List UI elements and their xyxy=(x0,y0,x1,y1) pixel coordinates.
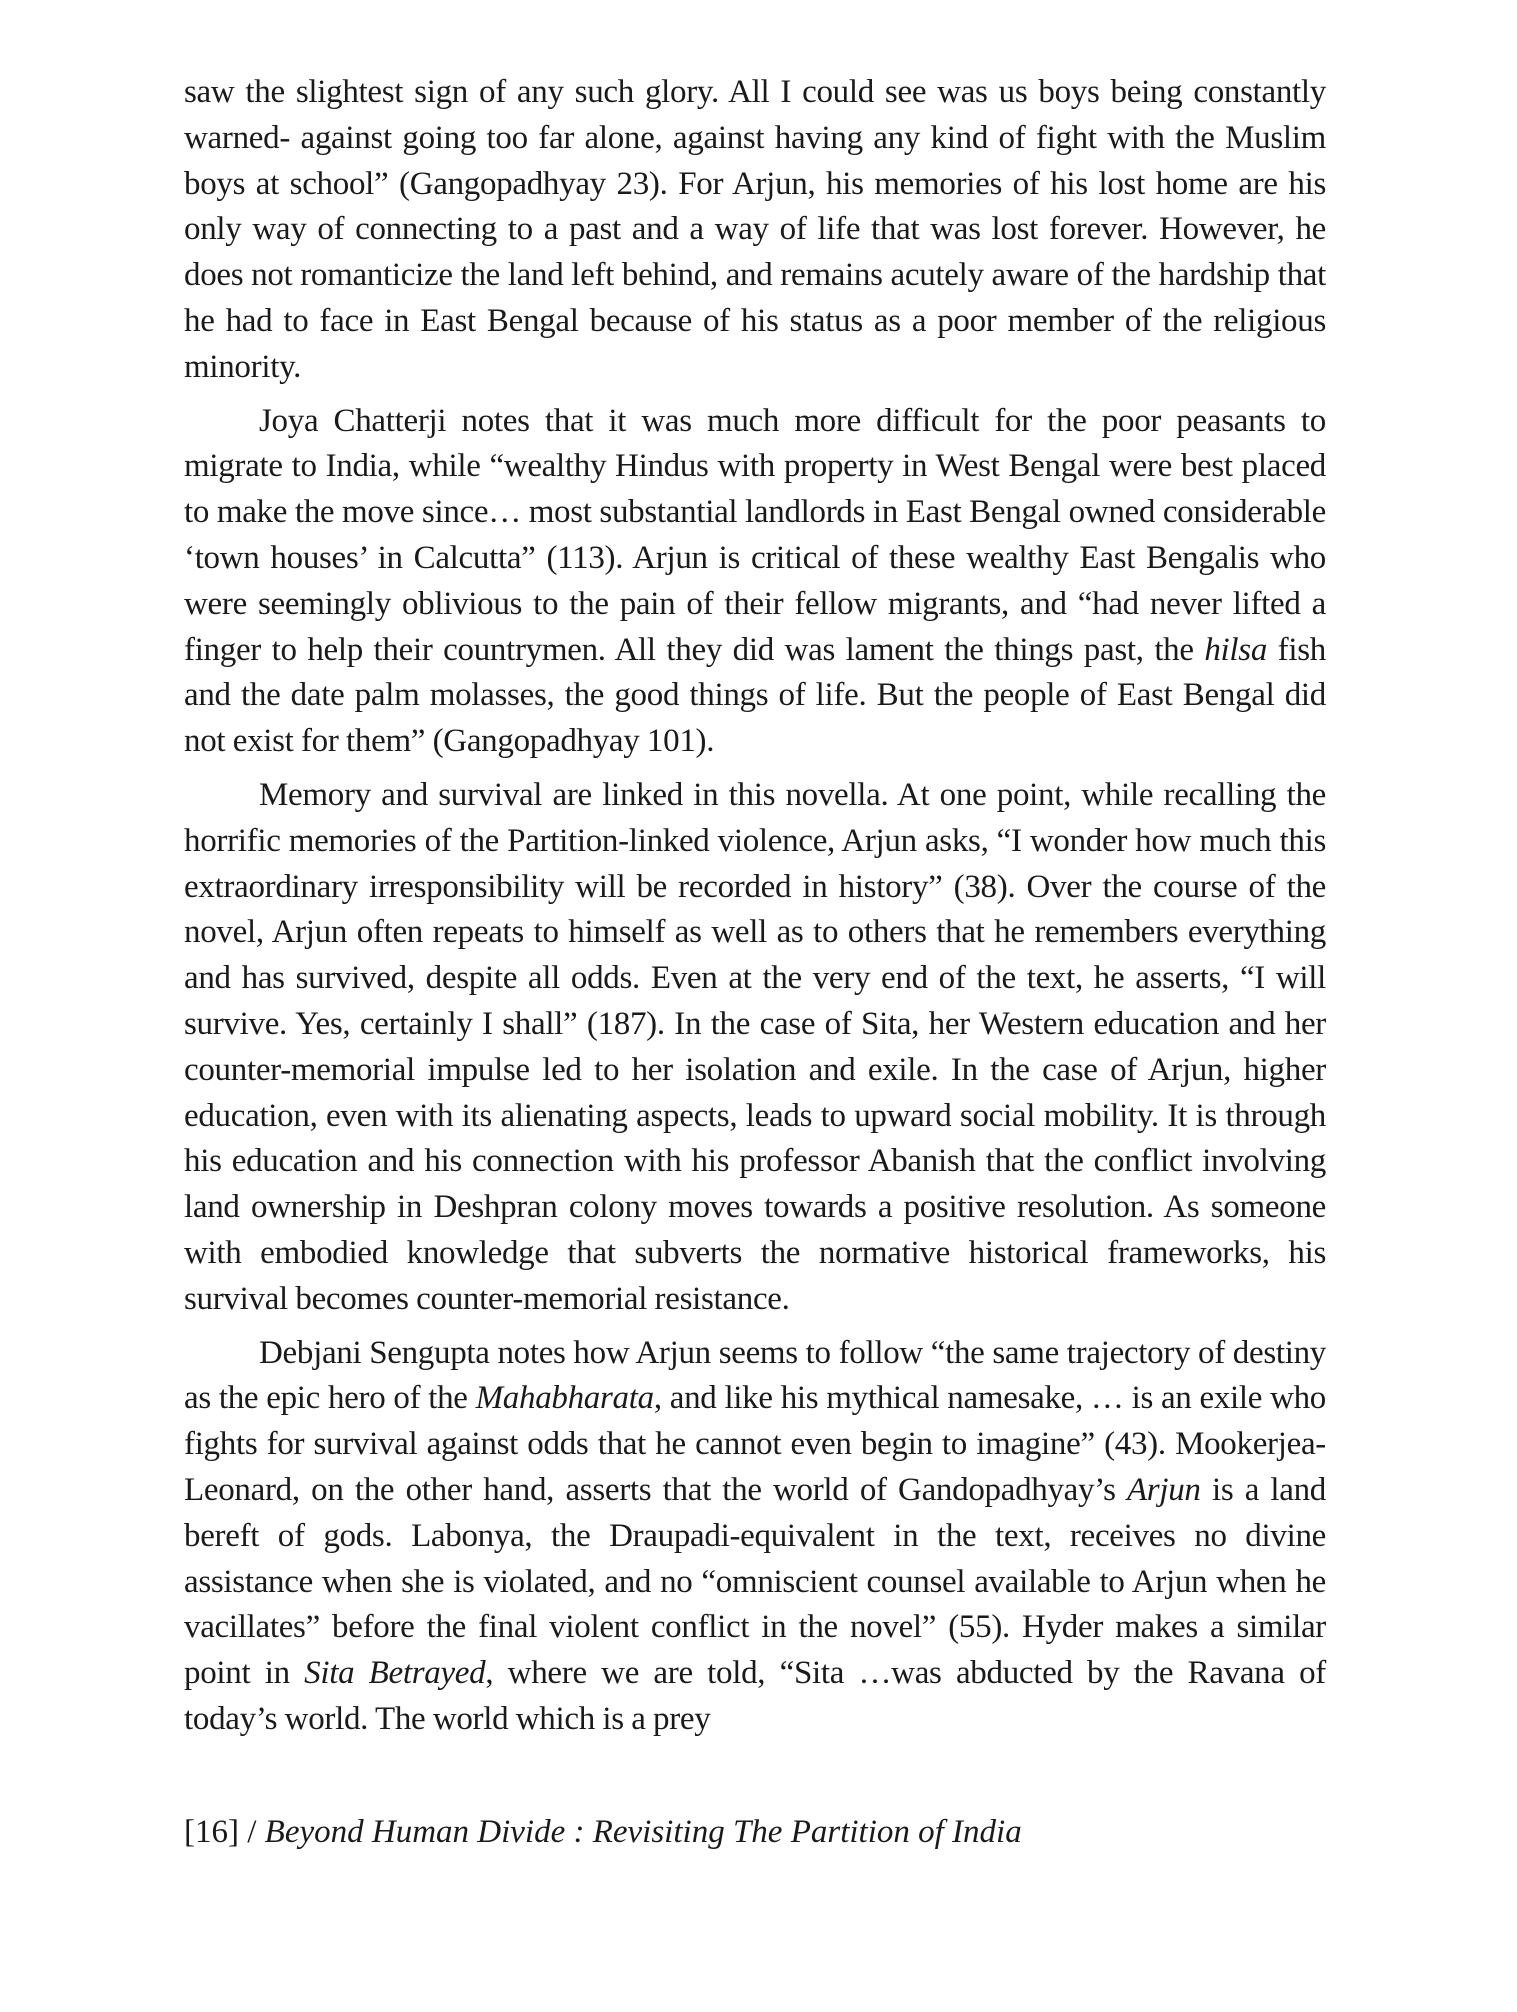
paragraph-4-text-b: , and like his mythical namesake, … is an exile who fights for survival against odds that he cannot even begin to imagine” (43). Mookerjea-Leonard, on the other hand, asserts that the world of Gandopadhyay’s xyxy=(184,1380,1326,1508)
paragraph-2-text-b: fish and the date palm molasses, the good things of life. But the people of East Bengal did not exist for them” (Gangopadhyay 101). xyxy=(184,631,1326,760)
paragraph-4-text-a: Debjani Sengupta notes how Arjun seems to follow “the same trajectory of destiny as the epic hero of the xyxy=(184,1334,1326,1417)
paragraph-4-text-c: is a land bereft of gods. Labonya, the Draupadi-equivalent in the text, receives no divine assistance when she is violated, and no “omniscient counsel available to Arjun when he vacillates” before the final violent conflict in the novel” (55). Hyder makes a similar point in xyxy=(184,1471,1326,1692)
paragraph-1 xyxy=(184,70,1326,391)
paragraph-4-italic-mahabharata: Mahabharata xyxy=(475,1380,654,1417)
paragraph-4-italic-sita-betrayed: Sita Betrayed xyxy=(304,1655,486,1692)
paragraph-4 xyxy=(184,1331,1326,1743)
paragraph-4-text-d: , where we are told, “Sita …was abducted by the Ravana of today’s world. The world which is a prey xyxy=(184,1655,1326,1737)
paragraph-2 xyxy=(184,399,1326,765)
paragraph-4-italic-arjun: Arjun xyxy=(1126,1471,1201,1508)
paragraph-3-text: Memory and survival are linked in this novella. At one point, while recalling the horrific memories of the Partition-linked violence, Arjun asks, “I wonder how much this extraordinary irresponsibility will be recorded in history” (38). Over the course of the novel, Arjun often repeats to himself as well as to others that he remembers everything and has survived, despite all odds. Even at the very end of the text, he asserts, “I will survive. Yes, certainly I shall” (187). In the case of Sita, her Western education and her counter-memorial impulse led to her isolation and exile. In the case of Arjun, higher education, even with its alienating aspects, leads to upward social mobility. It is through his education and his connection with his professor Abanish that the conflict involving land ownership in Deshpran colony moves towards a positive resolution. As someone with embodied knowledge that subverts the normative historical frameworks, his survival becomes counter-memorial resistance. xyxy=(184,776,1326,1317)
book-title: Beyond Human Divide : Revisiting The Partition of India xyxy=(264,1814,1022,1850)
page-footer xyxy=(184,1810,1022,1855)
paragraph-1-text: saw the slightest sign of any such glory. All I could see was us boys being constantly warned- against going too far alone, against having any kind of fight with the Muslim boys at school” (Gangopadhyay 23). For Arjun, his memories of his lost home are his only way of connecting to a past and a way of life that was lost forever. However, he does not romanticize the land left behind, and remains acutely aware of the hardship that he had to face in East Bengal because of his status as a poor member of the religious minority. xyxy=(184,74,1326,385)
body-text xyxy=(184,70,1326,1743)
paragraph-2-text-a: Joya Chatterji notes that it was much more difficult for the poor peasants to migrate to India, while “wealthy Hindus with property in West Bengal were best placed to make the move since… most substantial landlords in East Bengal owned considerable ‘town houses’ in Calcutta” (113). Arjun is critical of these wealthy East Bengalis who were seemingly oblivious to the pain of their fellow migrants, and “had never lifted a finger to help their countrymen. All they did was lament the things past, the xyxy=(184,402,1326,668)
paragraph-3 xyxy=(184,773,1326,1323)
paragraph-2-italic-hilsa: hilsa xyxy=(1204,631,1268,668)
page-number: [16] / xyxy=(184,1814,265,1850)
